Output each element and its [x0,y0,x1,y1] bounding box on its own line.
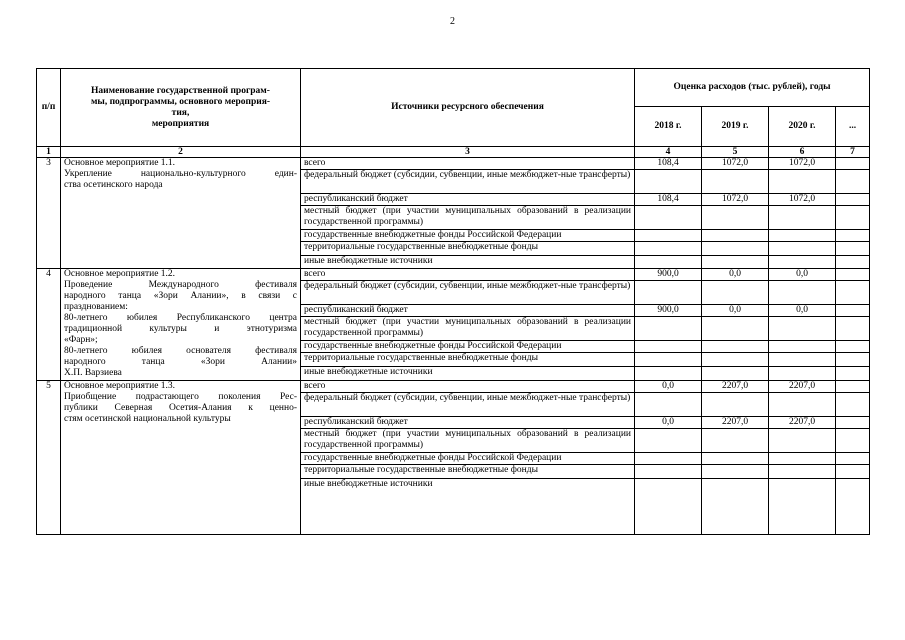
activity-name-line: народного танца «Зори Алании» [64,357,297,367]
expense-value: 2207,0 [769,417,836,429]
expense-value [836,353,870,367]
expense-value: 0,0 [769,269,836,281]
expense-value: 2207,0 [769,381,836,393]
expense-value [702,453,769,465]
activity-name-line: 80-летнего юбилея основателя фестиваля [64,346,297,356]
budget-table [36,68,870,535]
col-number: 6 [769,147,836,158]
expense-value [702,230,769,242]
expense-value [836,453,870,465]
activity-name-line: Основное мероприятие 1.2. [64,269,176,279]
expense-value [769,429,836,453]
col-number: 5 [702,147,769,158]
expense-value [702,206,769,230]
expense-value: 1072,0 [702,158,769,170]
page-number: 2 [450,16,455,27]
expense-value [836,381,870,393]
expense-value [769,453,836,465]
funding-source: государственные внебюджетные фонды Российской Федерации [301,453,635,465]
activity-name-line: Х.П. Варзиева [64,368,122,378]
expense-value [635,230,702,242]
expense-value [769,230,836,242]
expense-value: 1072,0 [769,194,836,206]
expense-value: 0,0 [635,417,702,429]
expense-value [635,317,702,341]
expense-value [702,367,769,381]
expense-value [769,465,836,479]
expense-value [635,256,702,269]
table-row [37,381,870,393]
expense-value [769,353,836,367]
expense-value [836,194,870,206]
activity-name-line: Основное мероприятие 1.1. [64,158,176,168]
expense-value [702,429,769,453]
funding-source: всего [301,269,635,281]
expense-value [702,317,769,341]
expense-value: 0,0 [769,305,836,317]
table-row [37,269,870,281]
expense-value [769,393,836,417]
expense-value [702,465,769,479]
header-year-2018: 2018 г. [635,107,702,147]
expense-value: 108,4 [635,158,702,170]
activity-name-line: публики Северная Осетия-Алания к ценно- [64,403,297,413]
activity-name-line: празднованием: [64,302,128,312]
expense-value [635,479,702,535]
table-row [37,158,870,170]
funding-source: государственные внебюджетные фонды Российской Федерации [301,341,635,353]
expense-value: 900,0 [635,305,702,317]
header-source: Источники ресурсного обеспечения [301,69,635,147]
expense-value: 2207,0 [702,381,769,393]
expense-value [769,479,836,535]
expense-value [836,158,870,170]
funding-source: республиканский бюджет [301,305,635,317]
activity-name [61,381,301,535]
activity-name [61,269,301,381]
expense-value [635,453,702,465]
activity-name-line: Проведение Международного фестиваля [64,280,297,290]
expense-value [836,341,870,353]
expense-value [836,367,870,381]
activity-name-line: Укрепление национально-культурного един- [64,169,297,179]
expense-value: 1072,0 [702,194,769,206]
activity-name [61,158,301,269]
expense-value [702,479,769,535]
expense-value [836,269,870,281]
expense-value [702,281,769,305]
funding-source: территориальные государственные внебюджетные фонды [301,465,635,479]
funding-source: федеральный бюджет (субсидии, субвенции, иные межбюджет-ные трансферты) [301,281,635,305]
header-name-line: мероприятия [151,118,210,129]
expense-value [836,281,870,305]
expense-value [635,353,702,367]
funding-source: местный бюджет (при участии муниципальных образований в реализации государственной программы) [301,206,635,230]
expense-value [836,479,870,535]
header-year-more: ... [836,107,870,147]
header-name-line: Наименование государственной програм- [91,85,270,96]
header-name [61,69,301,147]
expense-value [635,341,702,353]
expense-value [769,170,836,194]
activity-name-line: стям осетинской национальной культуры [64,414,231,424]
expense-value [635,170,702,194]
expense-value [635,429,702,453]
col-number: 1 [37,147,61,158]
row-number: 3 [37,158,61,269]
expense-value [769,256,836,269]
activity-name-line: 80-летнего юбилея Республиканского центра [64,313,297,323]
header-year-2019: 2019 г. [702,107,769,147]
expense-value [836,206,870,230]
header-name-line: мы, подпрограммы, основного мероприя- [90,96,271,107]
header-year-2020: 2020 г. [769,107,836,147]
header-num: п/п [37,69,61,147]
expense-value [702,170,769,194]
expense-value [635,367,702,381]
expense-value: 0,0 [635,381,702,393]
expense-value: 108,4 [635,194,702,206]
funding-source: всего [301,158,635,170]
funding-source: всего [301,381,635,393]
expense-value [836,465,870,479]
expense-value [836,242,870,256]
expense-value [702,242,769,256]
funding-source: территориальные государственные внебюджетные фонды [301,242,635,256]
expense-value [635,281,702,305]
expense-value: 2207,0 [702,417,769,429]
expense-value: 1072,0 [769,158,836,170]
header-estimate: Оценка расходов (тыс. рублей), годы [635,69,870,107]
funding-source: территориальные государственные внебюджетные фонды [301,353,635,367]
funding-source: иные внебюджетные источники [301,479,635,535]
funding-source: иные внебюджетные источники [301,256,635,269]
activity-name-line: Основное мероприятие 1.3. [64,381,176,391]
funding-source: местный бюджет (при участии муниципальных образований в реализации государственной программы) [301,429,635,453]
expense-value [836,429,870,453]
funding-source: федеральный бюджет (субсидии, субвенции, иные межбюджет-ные трансферты) [301,393,635,417]
expense-value [836,170,870,194]
expense-value [635,206,702,230]
expense-value [702,393,769,417]
col-number: 4 [635,147,702,158]
expense-value [635,242,702,256]
header-name-line: тия, [171,107,190,118]
col-number: 2 [61,147,301,158]
row-number: 5 [37,381,61,535]
expense-value [769,341,836,353]
expense-value [836,256,870,269]
expense-value [769,281,836,305]
expense-value [836,305,870,317]
expense-value [702,256,769,269]
row-number: 4 [37,269,61,381]
expense-value: 0,0 [702,305,769,317]
expense-value [769,242,836,256]
funding-source: государственные внебюджетные фонды Российской Федерации [301,230,635,242]
activity-name-line: народного танца «Зори Алании», в связи с [64,291,297,301]
funding-source: иные внебюджетные источники [301,367,635,381]
expense-value [836,317,870,341]
activity-name-line: «Фарн»; [64,335,98,345]
expense-value: 900,0 [635,269,702,281]
activity-name-line: традиционной культуры и этнотуризма [64,324,297,334]
column-numbers-row [37,147,870,158]
expense-value [635,393,702,417]
expense-value [702,353,769,367]
expense-value [836,230,870,242]
expense-value: 0,0 [702,269,769,281]
col-number: 7 [836,147,870,158]
funding-source: республиканский бюджет [301,417,635,429]
expense-value [769,206,836,230]
funding-source: федеральный бюджет (субсидии, субвенции, иные межбюджет-ные трансферты) [301,170,635,194]
col-number: 3 [301,147,635,158]
funding-source: местный бюджет (при участии муниципальных образований в реализации государственной программы) [301,317,635,341]
expense-value [635,465,702,479]
activity-name-line: ства осетинского народа [64,180,163,190]
activity-name-line: Приобщение подрастающего поколения Рес- [64,392,297,402]
expense-value [836,393,870,417]
funding-source: республиканский бюджет [301,194,635,206]
expense-value [769,367,836,381]
expense-value [769,317,836,341]
expense-value [702,341,769,353]
expense-value [836,417,870,429]
